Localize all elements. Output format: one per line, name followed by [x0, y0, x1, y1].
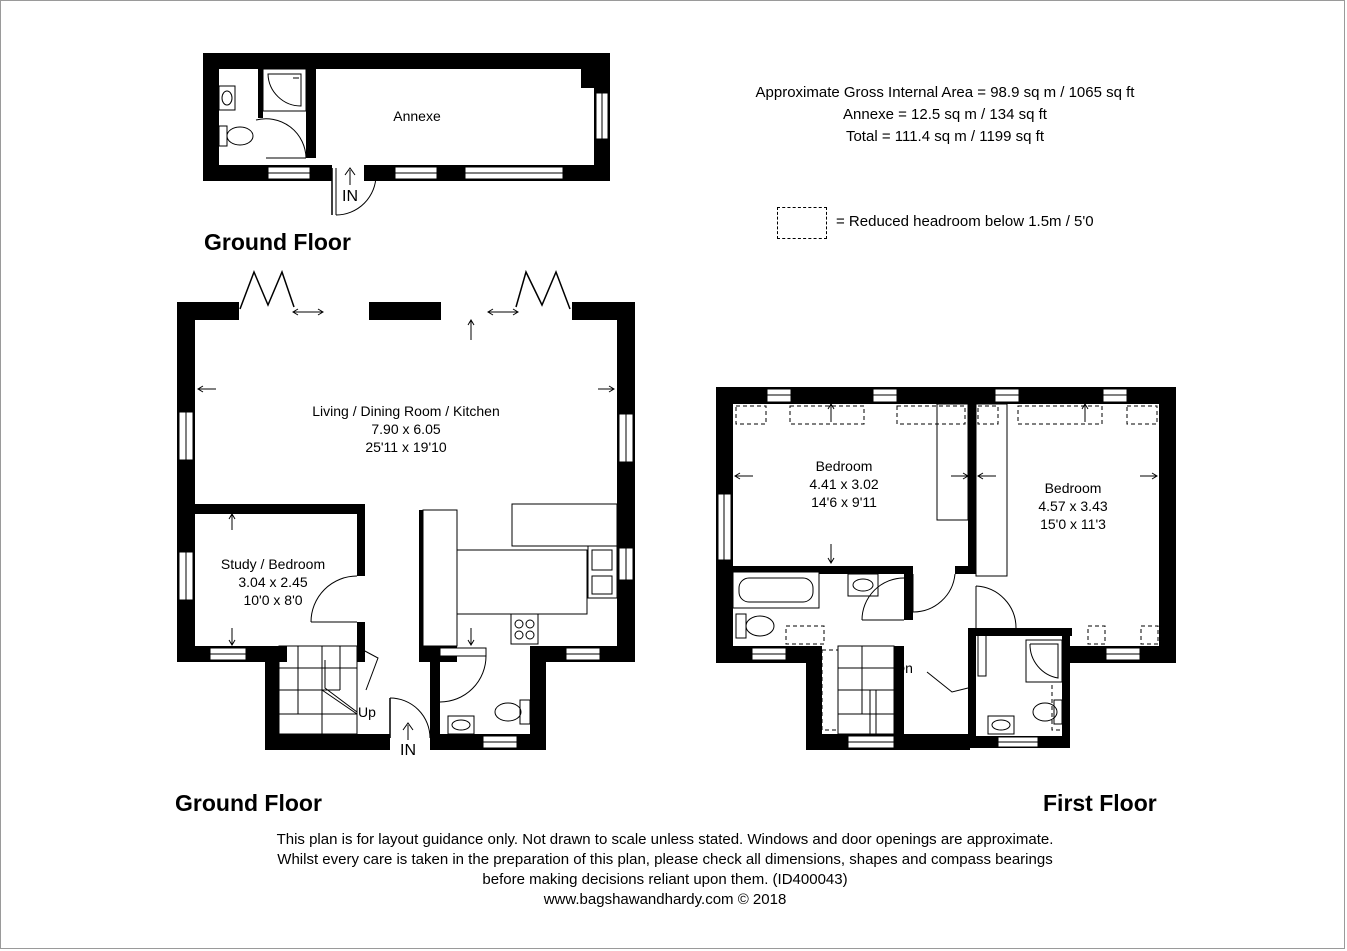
gf-wall-left [177, 302, 195, 662]
disclaimer-line-2: Whilst every care is taken in the preparation of this plan, please check all dimensions, shapes and compass bearings [277, 851, 1053, 868]
annexe-entrance-label: IN [342, 188, 358, 205]
legend-headroom-swatch [777, 207, 827, 239]
gf-study-wall [195, 504, 365, 514]
annexe-shower-tray [263, 69, 306, 111]
disclaimer [160, 830, 1170, 910]
gf-wall-top-mid [369, 302, 441, 320]
gf-floor-heading: Ground Floor [175, 790, 322, 816]
area-summary [700, 82, 1190, 148]
gf-study-metric: 3.04 x 2.45 [238, 574, 308, 590]
ff-bedroom1-imperial: 14'6 x 9'11 [811, 494, 877, 510]
annexe-entrance-gap [332, 164, 364, 182]
gf-hob [511, 614, 538, 644]
annexe-partition [306, 66, 316, 158]
gf-living-imperial: 25'11 x 19'10 [365, 439, 447, 455]
ff-wall-right [1159, 387, 1176, 663]
gf-study-name: Study / Bedroom [220, 556, 326, 572]
ff-bedroom1-name: Bedroom [815, 458, 873, 474]
first-floor-plan [716, 387, 1176, 750]
ff-wardrobe-1 [937, 404, 968, 520]
gf-wall-right [617, 302, 635, 662]
annexe-wall-top [203, 53, 610, 69]
gf-living-metric: 7.90 x 6.05 [371, 421, 441, 437]
ground-floor-plan [177, 272, 635, 759]
gf-kitchen-worktop [457, 550, 587, 614]
annexe-room-label: Annexe [393, 108, 441, 124]
gf-bifold-door-left [240, 272, 294, 309]
annexe-basin [219, 86, 235, 110]
ff-ensuite-wc [1054, 700, 1062, 724]
total-area: Total = 111.4 sq m / 1199 sq ft [845, 128, 1045, 145]
ff-bath [733, 572, 819, 608]
ff-bath-wc [736, 614, 746, 638]
ff-wall-bedroom-divider [968, 404, 976, 572]
ff-bedroom2-imperial: 15'0 x 11'3 [1040, 516, 1106, 532]
ff-wardrobe-2 [976, 404, 1007, 576]
ff-stairs-label: Dn [895, 660, 913, 676]
ff-floor-heading: First Floor [1043, 790, 1157, 816]
ff-bedroom2-name: Bedroom [1044, 480, 1102, 496]
disclaimer-line-3: before making decisions reliant upon them. (ID400043) [482, 871, 848, 888]
ff-bedroom2-metric: 4.57 x 3.43 [1038, 498, 1108, 514]
annexe-wc [219, 126, 227, 146]
annexe-area: Annexe = 12.5 sq m / 134 sq ft [843, 106, 1047, 123]
annexe-floor-heading: Ground Floor [204, 229, 351, 255]
gf-entrance-label: IN [400, 742, 416, 759]
disclaimer-line-4: www.bagshawandhardy.com © 2018 [543, 891, 787, 908]
annexe-wall-left [203, 53, 219, 181]
gross-internal-area: Approximate Gross Internal Area = 98.9 sq m / 1065 sq ft [755, 84, 1135, 101]
annexe-wall-step [581, 66, 595, 88]
gf-study-imperial: 10'0 x 8'0 [243, 592, 303, 608]
disclaimer-line-1: This plan is for layout guidance only. Not drawn to scale unless stated. Windows and door openings are approximate. [276, 831, 1054, 848]
ff-ensuite-shower [1026, 640, 1062, 682]
gf-bifold-door-right [516, 272, 570, 309]
annexe-plan [203, 53, 610, 215]
gf-stair-wall-bottom [265, 734, 390, 750]
gf-living-name: Living / Dining Room / Kitchen [312, 403, 500, 419]
gf-stairs-label: Up [358, 704, 376, 720]
ff-bedroom1-metric: 4.41 x 3.02 [809, 476, 879, 492]
legend-headroom-text: = Reduced headroom below 1.5m / 5'0 [836, 213, 1094, 230]
